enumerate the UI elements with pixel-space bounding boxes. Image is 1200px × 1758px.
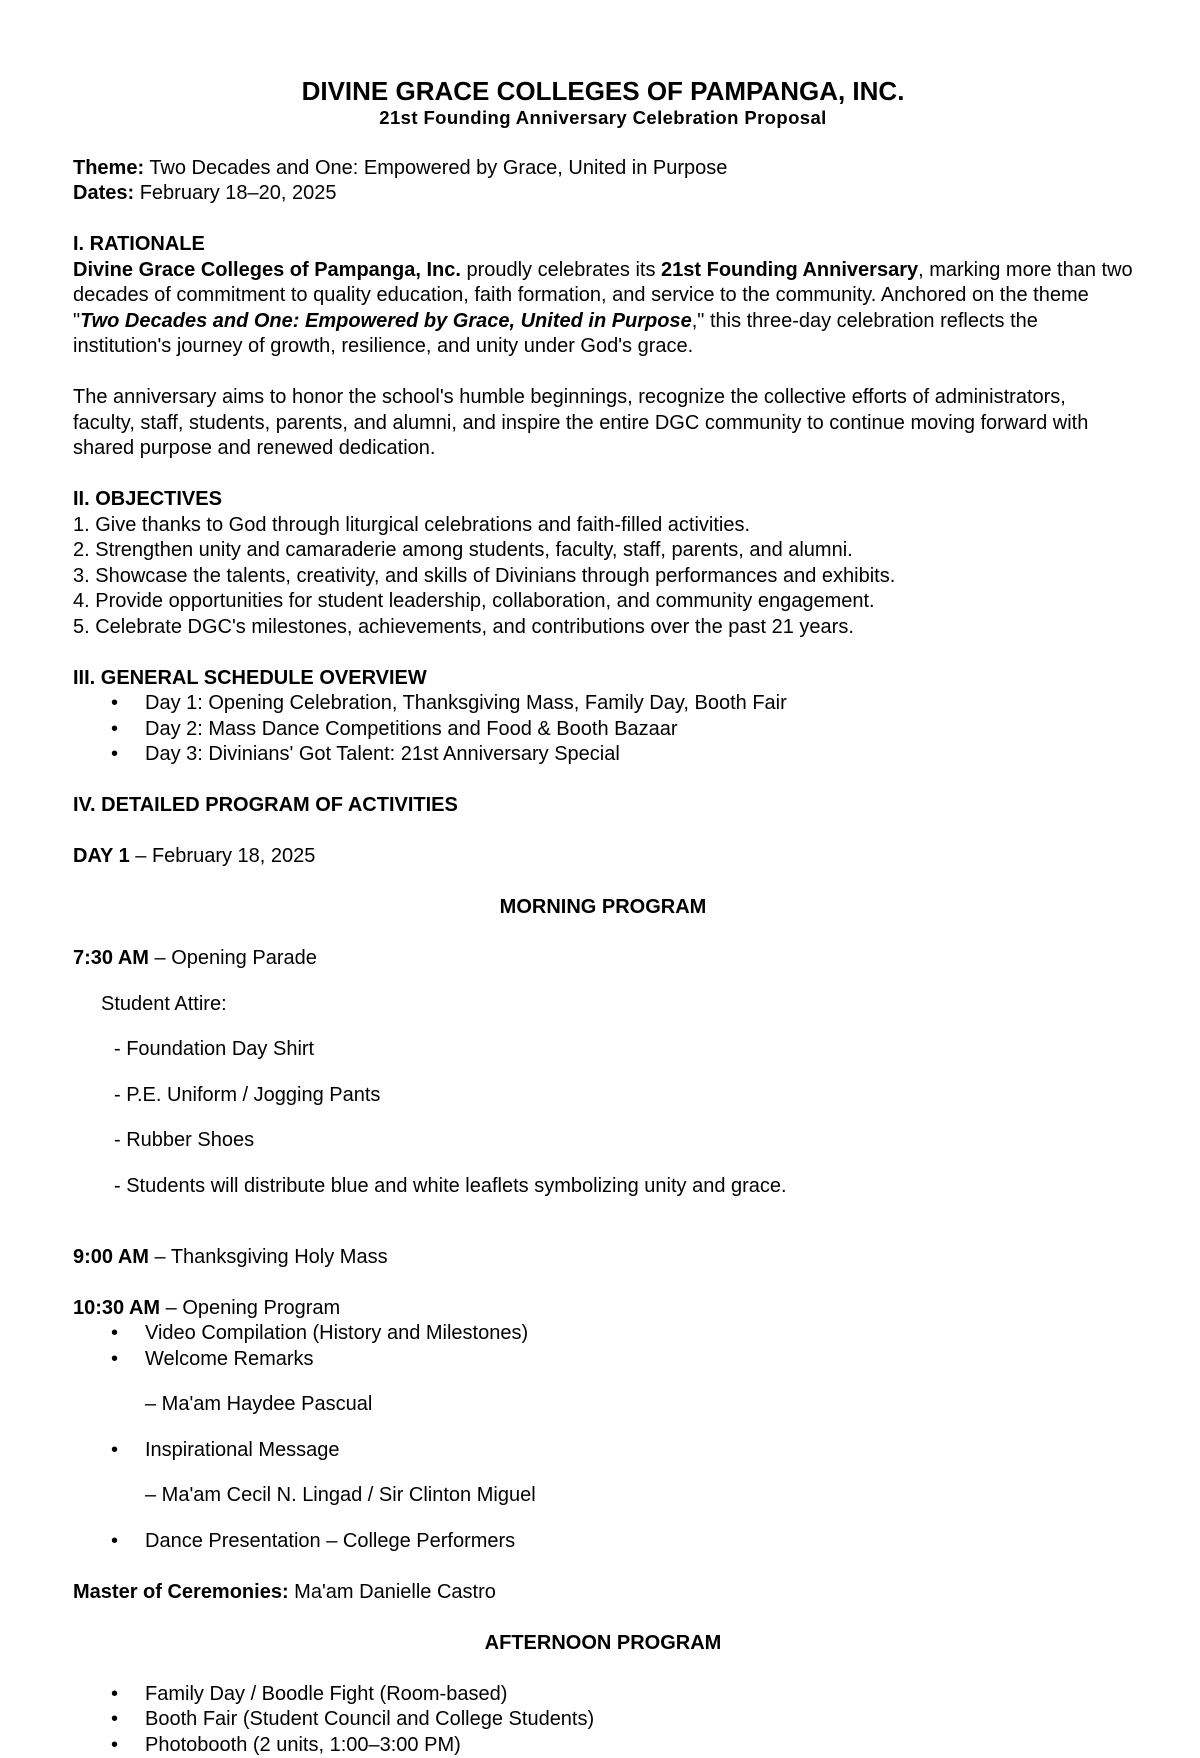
document-content — [73, 76, 1133, 1758]
attire-item: - P.E. Uniform / Jogging Pants — [73, 1083, 1133, 1109]
objective-item: 5. Celebrate DGC's milestones, achievements, and contributions over the past 21 years. — [73, 615, 1133, 641]
attire-item: - Students will distribute blue and white leaflets symbolizing unity and grace. — [73, 1174, 1133, 1200]
afternoon-item: • Family Day / Boodle Fight (Room-based) — [73, 1682, 1133, 1708]
mc-value: Ma'am Danielle Castro — [289, 1581, 496, 1603]
document-title: DIVINE GRACE COLLEGES OF PAMPANGA, INC. — [73, 76, 1133, 106]
schedule-heading: III. GENERAL SCHEDULE OVERVIEW — [73, 666, 1133, 692]
schedule-list — [73, 691, 1133, 768]
mass-line — [73, 1245, 1133, 1271]
opening-program-list — [73, 1321, 1133, 1372]
rationale-heading: I. RATIONALE — [73, 232, 1133, 258]
theme-label: Theme: — [73, 157, 144, 179]
objective-item: 4. Provide opportunities for student leadership, collaboration, and community engagement. — [73, 589, 1133, 615]
theme-line — [73, 156, 1133, 182]
schedule-item: • Day 1: Opening Celebration, Thanksgiving Mass, Family Day, Booth Fair — [73, 691, 1133, 717]
schedule-item: • Day 3: Divinians' Got Talent: 21st Anniversary Special — [73, 742, 1133, 768]
opening-line — [73, 1296, 1133, 1322]
schedule-item: • Day 2: Mass Dance Competitions and Food & Booth Bazaar — [73, 717, 1133, 743]
mass-title: – Thanksgiving Holy Mass — [149, 1246, 388, 1268]
rationale-paragraph-2: The anniversary aims to honor the school's humble beginnings, recognize the collective efforts of administrators, faculty, staff, students, parents, and alumni, and inspire the entire DGC community to continue moving forward with shared purpose and renewed dedication. — [73, 385, 1133, 462]
objective-item: 3. Showcase the talents, creativity, and skills of Divinians through performances and exhibits. — [73, 564, 1133, 590]
opening-item: • Video Compilation (History and Milestones) — [73, 1321, 1133, 1347]
opening-item: • Inspirational Message — [73, 1438, 1133, 1464]
program-heading: IV. DETAILED PROGRAM OF ACTIVITIES — [73, 793, 1133, 819]
morning-program-heading: MORNING PROGRAM — [73, 895, 1133, 921]
afternoon-program-list — [73, 1682, 1133, 1758]
attire-item: - Foundation Day Shirt — [73, 1037, 1133, 1063]
mc-label: Master of Ceremonies: — [73, 1581, 289, 1603]
attire-item: - Rubber Shoes — [73, 1128, 1133, 1154]
parade-time: 7:30 AM — [73, 947, 149, 969]
opening-item-speaker: – Ma'am Haydee Pascual — [73, 1392, 1133, 1418]
rationale-paragraph-1: Divine Grace Colleges of Pampanga, Inc. proudly celebrates its 21st Founding Anniversary, marking more than two decades of commitment to quality education, faith formation, and service to the community. Anchored on the theme "Two Decades and One: Empowered by Grace, United in Purpose," this three-day celebration reflects the institution's journey of growth, resilience, and unity under God's grace. — [73, 258, 1133, 360]
objectives-heading: II. OBJECTIVES — [73, 487, 1133, 513]
opening-time: 10:30 AM — [73, 1297, 160, 1319]
opening-program-list-end — [73, 1529, 1133, 1555]
mc-line — [73, 1580, 1133, 1606]
afternoon-item: • Photobooth (2 units, 1:00–3:00 PM) — [73, 1733, 1133, 1758]
objective-item: 1. Give thanks to God through liturgical celebrations and faith-filled activities. — [73, 513, 1133, 539]
day1-label: DAY 1 — [73, 845, 130, 867]
day1-date: – February 18, 2025 — [130, 845, 316, 867]
day1-line — [73, 844, 1133, 870]
theme-value: Two Decades and One: Empowered by Grace, United in Purpose — [144, 157, 727, 179]
afternoon-item: • Booth Fair (Student Council and College Students) — [73, 1707, 1133, 1733]
afternoon-program-heading: AFTERNOON PROGRAM — [73, 1631, 1133, 1657]
dates-label: Dates: — [73, 182, 134, 204]
opening-title: – Opening Program — [160, 1297, 340, 1319]
opening-item: • Welcome Remarks — [73, 1347, 1133, 1373]
document-subtitle: 21st Founding Anniversary Celebration Proposal — [73, 106, 1133, 130]
parade-line — [73, 946, 1133, 972]
objective-item: 2. Strengthen unity and camaraderie among students, faculty, staff, parents, and alumni. — [73, 538, 1133, 564]
parade-title: – Opening Parade — [149, 947, 317, 969]
attire-label: Student Attire: — [73, 992, 1133, 1018]
dates-line — [73, 181, 1133, 207]
dates-value: February 18–20, 2025 — [134, 182, 336, 204]
mass-time: 9:00 AM — [73, 1246, 149, 1268]
opening-program-list-cont — [73, 1438, 1133, 1464]
opening-item: • Dance Presentation – College Performers — [73, 1529, 1133, 1555]
opening-item-speaker: – Ma'am Cecil N. Lingad / Sir Clinton Miguel — [73, 1483, 1133, 1509]
